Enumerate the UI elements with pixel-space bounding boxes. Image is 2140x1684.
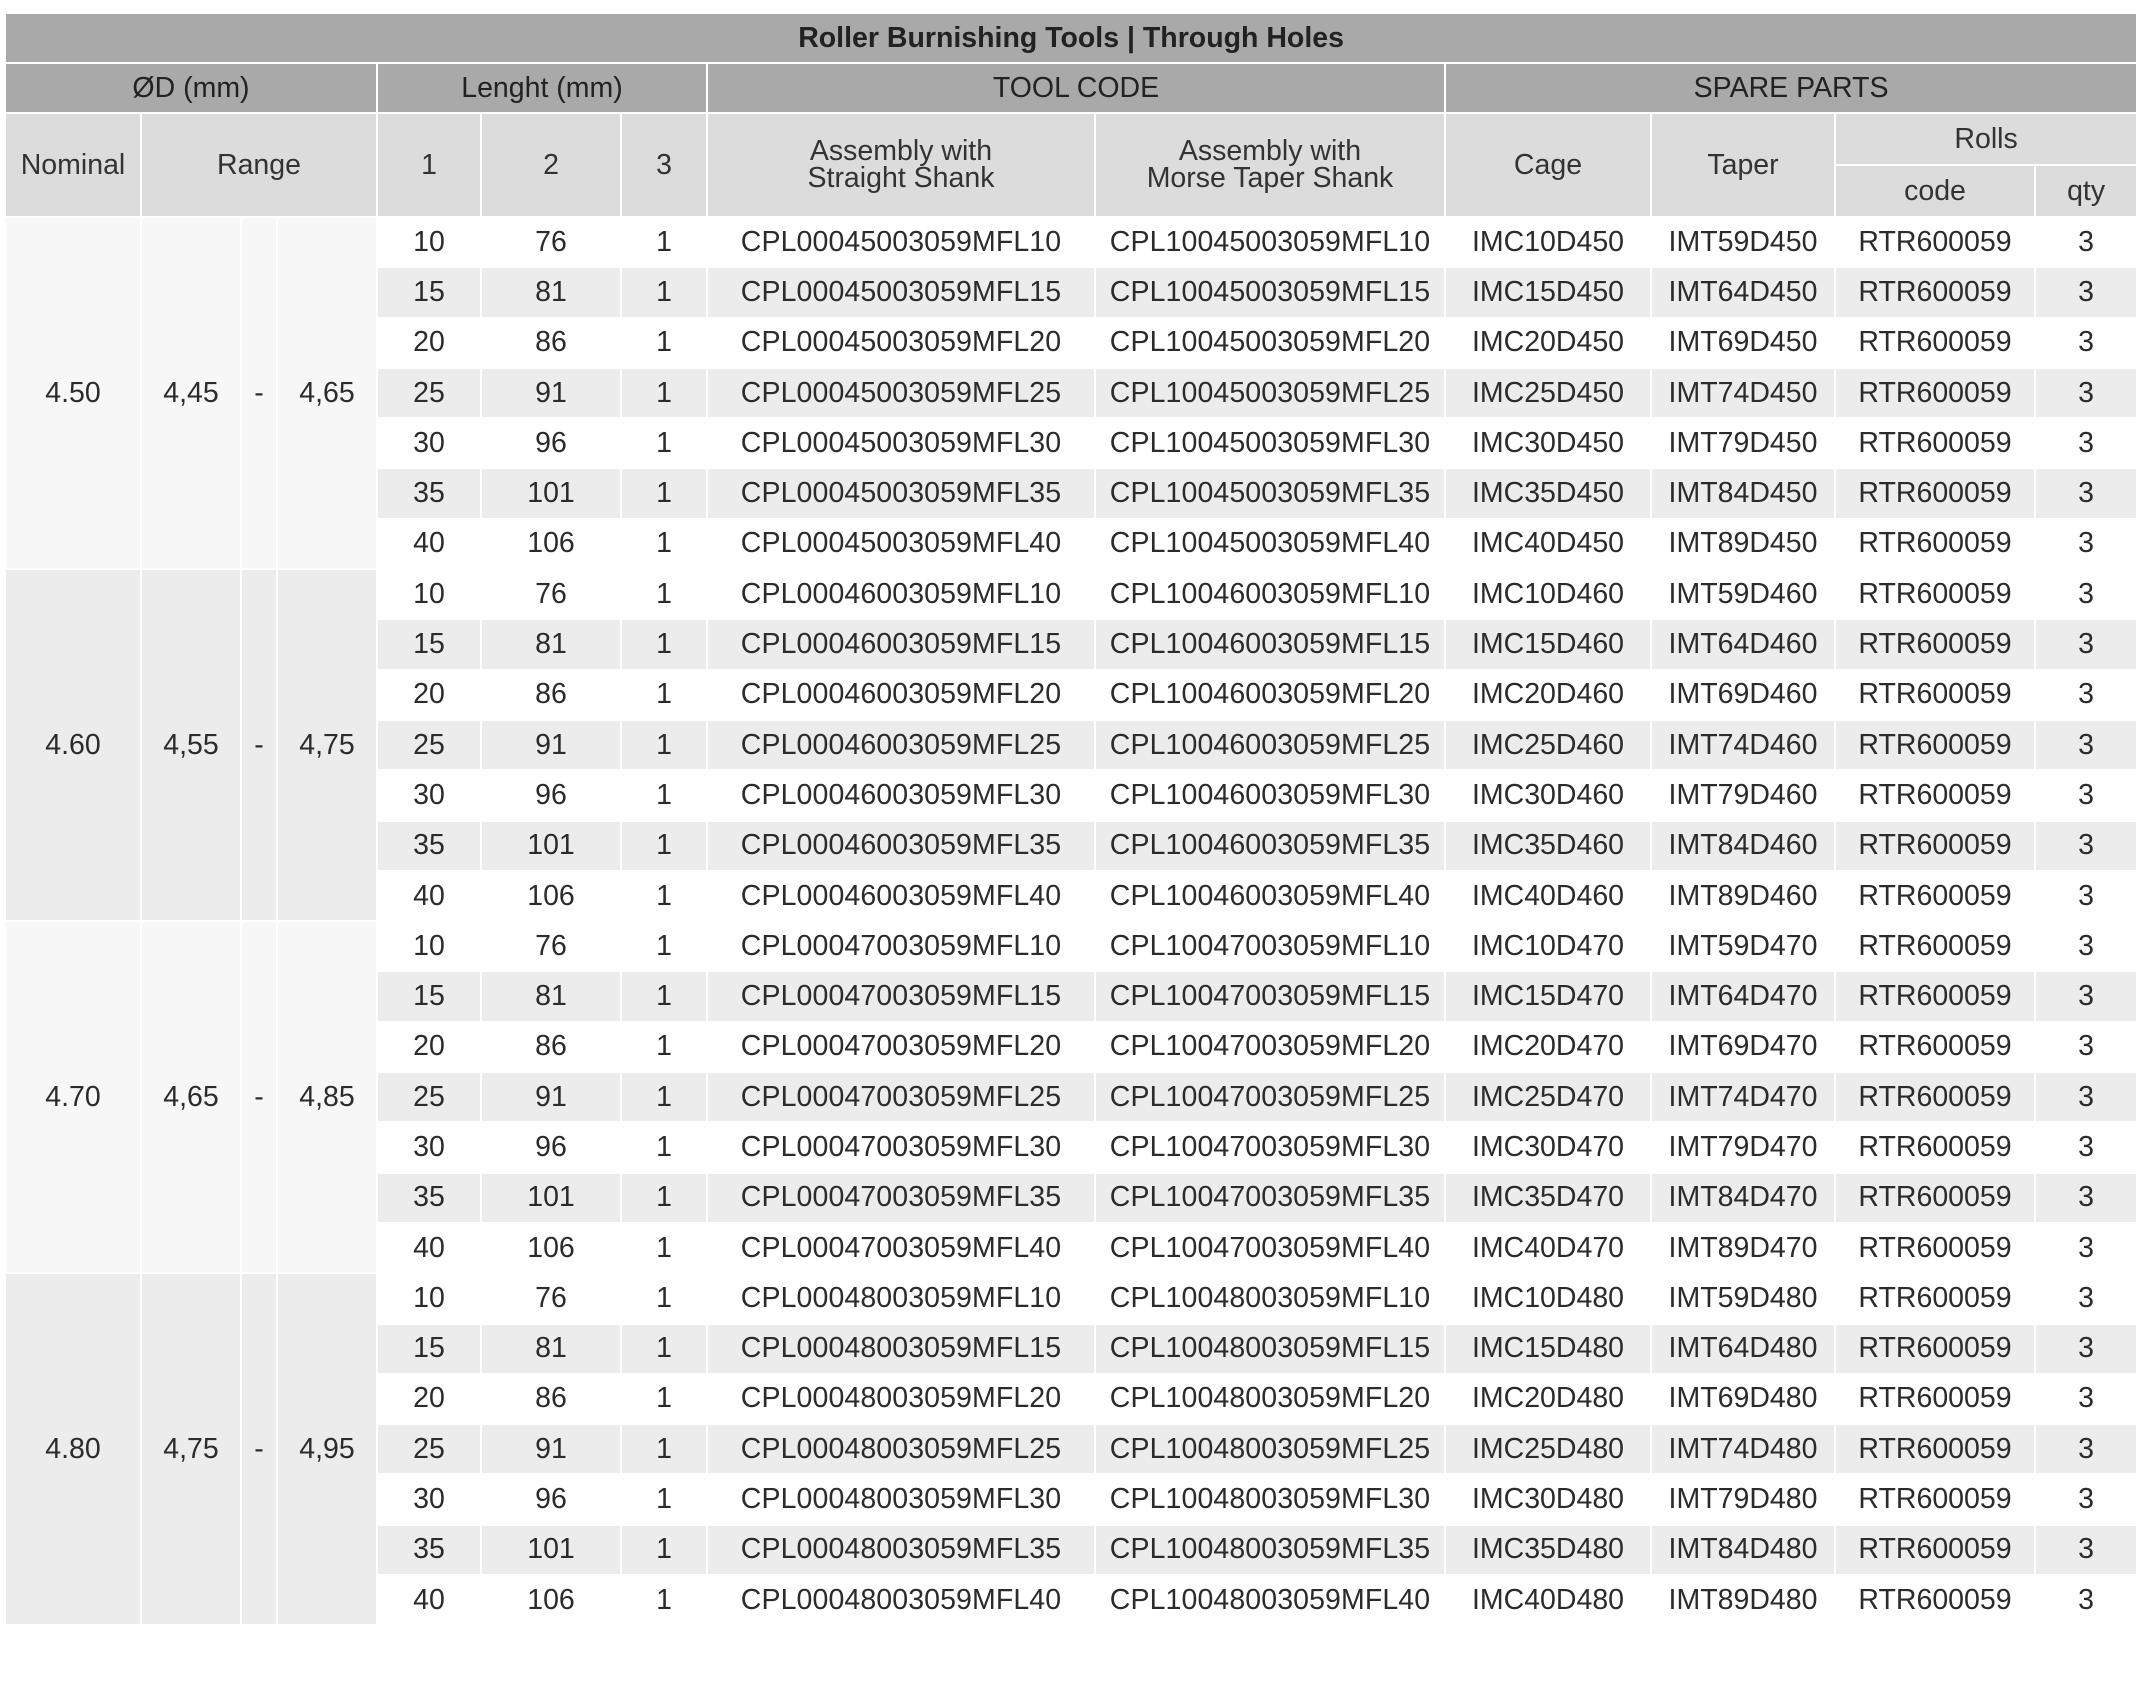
- taper-code-cell: IMT59D480: [1651, 1273, 1835, 1323]
- length-3-cell: 1: [621, 569, 707, 619]
- taper-code-cell: IMT74D470: [1651, 1072, 1835, 1122]
- cage-code-cell: IMC40D450: [1445, 519, 1651, 569]
- length-1-cell: 20: [377, 1374, 481, 1424]
- length-1-cell: 10: [377, 569, 481, 619]
- taper-code-cell: IMT79D460: [1651, 770, 1835, 820]
- rolls-qty-cell: 3: [2035, 1022, 2137, 1072]
- rolls-qty-cell: 3: [2035, 821, 2137, 871]
- rolls-code-cell: RTR600059: [1835, 921, 2035, 971]
- morse-taper-code-cell: CPL10047003059MFL35: [1095, 1173, 1445, 1223]
- length-2-cell: 91: [481, 1072, 621, 1122]
- length-3-cell: 1: [621, 267, 707, 317]
- morse-taper-code-cell: CPL10047003059MFL30: [1095, 1122, 1445, 1172]
- taper-code-cell: IMT84D450: [1651, 468, 1835, 518]
- straight-shank-code-cell: CPL00047003059MFL20: [707, 1022, 1095, 1072]
- morse-taper-code-cell: CPL10045003059MFL35: [1095, 468, 1445, 518]
- straight-shank-code-cell: CPL00046003059MFL10: [707, 569, 1095, 619]
- length-1-cell: 35: [377, 821, 481, 871]
- length-2-cell: 81: [481, 971, 621, 1021]
- rolls-qty-cell: 3: [2035, 1525, 2137, 1575]
- taper-code-cell: IMT69D480: [1651, 1374, 1835, 1424]
- cage-header: Cage: [1445, 113, 1651, 217]
- length-3-cell: 1: [621, 1173, 707, 1223]
- straight-shank-code-cell: CPL00047003059MFL30: [707, 1122, 1095, 1172]
- length-3-cell: 1: [621, 1525, 707, 1575]
- length-1-cell: 15: [377, 971, 481, 1021]
- rolls-header: Rolls: [1835, 113, 2137, 165]
- morse-taper-code-cell: CPL10047003059MFL10: [1095, 921, 1445, 971]
- length-3-cell: 1: [621, 1575, 707, 1625]
- range-max-cell: 4,65: [277, 217, 377, 569]
- rolls-code-cell: RTR600059: [1835, 1122, 2035, 1172]
- nominal-header: Nominal: [5, 113, 141, 217]
- length-1-cell: 35: [377, 468, 481, 518]
- length-3-cell: 1: [621, 1474, 707, 1524]
- morse-taper-code-cell: CPL10047003059MFL15: [1095, 971, 1445, 1021]
- product-table-container: [4, 12, 2136, 1626]
- table-row: [5, 217, 2137, 267]
- taper-code-cell: IMT69D470: [1651, 1022, 1835, 1072]
- rolls-code-cell: RTR600059: [1835, 1525, 2035, 1575]
- rolls-qty-cell: 3: [2035, 368, 2137, 418]
- table-body: [5, 217, 2137, 1625]
- cage-code-cell: IMC30D470: [1445, 1122, 1651, 1172]
- taper-code-cell: IMT59D470: [1651, 921, 1835, 971]
- taper-code-cell: IMT74D450: [1651, 368, 1835, 418]
- morse-taper-code-cell: CPL10046003059MFL10: [1095, 569, 1445, 619]
- length-1-cell: 40: [377, 519, 481, 569]
- cage-code-cell: IMC30D460: [1445, 770, 1651, 820]
- rolls-code-cell: RTR600059: [1835, 418, 2035, 468]
- morse-taper-header-line1: Assembly with: [1178, 135, 1362, 167]
- taper-code-cell: IMT79D480: [1651, 1474, 1835, 1524]
- length-3-cell: 1: [621, 1324, 707, 1374]
- length-3-cell: 1: [621, 1022, 707, 1072]
- straight-shank-code-cell: CPL00047003059MFL15: [707, 971, 1095, 1021]
- length-1-cell: 25: [377, 1424, 481, 1474]
- cage-code-cell: IMC10D450: [1445, 217, 1651, 267]
- length-1-cell: 10: [377, 217, 481, 267]
- length-2-cell: 81: [481, 267, 621, 317]
- rolls-qty-cell: 3: [2035, 468, 2137, 518]
- length-3-cell: 1: [621, 871, 707, 921]
- cage-code-cell: IMC40D460: [1445, 871, 1651, 921]
- rolls-code-cell: RTR600059: [1835, 1223, 2035, 1273]
- rolls-qty-cell: 3: [2035, 1173, 2137, 1223]
- taper-code-cell: IMT69D460: [1651, 670, 1835, 720]
- length-2-cell: 101: [481, 821, 621, 871]
- length-1-cell: 10: [377, 1273, 481, 1323]
- rolls-code-cell: RTR600059: [1835, 519, 2035, 569]
- length-2-header: 2: [481, 113, 621, 217]
- length-2-cell: 101: [481, 1173, 621, 1223]
- rolls-qty-header: qty: [2035, 165, 2137, 217]
- rolls-code-cell: RTR600059: [1835, 217, 2035, 267]
- nominal-cell: 4.80: [5, 1273, 141, 1625]
- straight-shank-code-cell: CPL00046003059MFL25: [707, 720, 1095, 770]
- length-1-cell: 10: [377, 921, 481, 971]
- straight-shank-code-cell: CPL00045003059MFL15: [707, 267, 1095, 317]
- morse-taper-code-cell: CPL10048003059MFL30: [1095, 1474, 1445, 1524]
- cage-code-cell: IMC10D470: [1445, 921, 1651, 971]
- rolls-qty-cell: 3: [2035, 971, 2137, 1021]
- length-1-cell: 30: [377, 1122, 481, 1172]
- cage-code-cell: IMC15D460: [1445, 619, 1651, 669]
- straight-shank-code-cell: CPL00046003059MFL40: [707, 871, 1095, 921]
- length-3-cell: 1: [621, 1223, 707, 1273]
- straight-shank-code-cell: CPL00046003059MFL15: [707, 619, 1095, 669]
- length-2-cell: 96: [481, 1122, 621, 1172]
- taper-code-cell: IMT59D460: [1651, 569, 1835, 619]
- straight-shank-code-cell: CPL00046003059MFL30: [707, 770, 1095, 820]
- straight-shank-code-cell: CPL00046003059MFL20: [707, 670, 1095, 720]
- straight-shank-code-cell: CPL00048003059MFL20: [707, 1374, 1095, 1424]
- length-1-cell: 25: [377, 1072, 481, 1122]
- length-1-cell: 30: [377, 418, 481, 468]
- rolls-code-cell: RTR600059: [1835, 569, 2035, 619]
- taper-code-cell: IMT64D450: [1651, 267, 1835, 317]
- rolls-code-cell: RTR600059: [1835, 871, 2035, 921]
- rolls-qty-cell: 3: [2035, 619, 2137, 669]
- morse-taper-code-cell: CPL10048003059MFL25: [1095, 1424, 1445, 1474]
- taper-code-cell: IMT69D450: [1651, 318, 1835, 368]
- rolls-qty-cell: 3: [2035, 720, 2137, 770]
- cage-code-cell: IMC25D470: [1445, 1072, 1651, 1122]
- range-min-cell: 4,55: [141, 569, 241, 921]
- nominal-cell: 4.60: [5, 569, 141, 921]
- taper-code-cell: IMT64D480: [1651, 1324, 1835, 1374]
- rolls-code-cell: RTR600059: [1835, 1022, 2035, 1072]
- straight-shank-code-cell: CPL00048003059MFL30: [707, 1474, 1095, 1524]
- rolls-qty-cell: 3: [2035, 1273, 2137, 1323]
- morse-taper-code-cell: CPL10046003059MFL15: [1095, 619, 1445, 669]
- rolls-code-cell: RTR600059: [1835, 720, 2035, 770]
- rolls-qty-cell: 3: [2035, 1474, 2137, 1524]
- rolls-code-cell: RTR600059: [1835, 971, 2035, 1021]
- taper-code-cell: IMT59D450: [1651, 217, 1835, 267]
- cage-code-cell: IMC40D480: [1445, 1575, 1651, 1625]
- length-2-cell: 106: [481, 519, 621, 569]
- taper-code-cell: IMT89D470: [1651, 1223, 1835, 1273]
- morse-taper-code-cell: CPL10045003059MFL25: [1095, 368, 1445, 418]
- range-max-cell: 4,95: [277, 1273, 377, 1625]
- rolls-qty-cell: 3: [2035, 1374, 2137, 1424]
- rolls-code-cell: RTR600059: [1835, 770, 2035, 820]
- length-1-cell: 15: [377, 1324, 481, 1374]
- length-3-cell: 1: [621, 720, 707, 770]
- taper-code-cell: IMT84D470: [1651, 1173, 1835, 1223]
- morse-taper-header: [1095, 113, 1445, 217]
- taper-code-cell: IMT74D460: [1651, 720, 1835, 770]
- straight-shank-code-cell: CPL00048003059MFL35: [707, 1525, 1095, 1575]
- rolls-code-cell: RTR600059: [1835, 1374, 2035, 1424]
- length-2-cell: 96: [481, 770, 621, 820]
- cage-code-cell: IMC10D480: [1445, 1273, 1651, 1323]
- cage-code-cell: IMC10D460: [1445, 569, 1651, 619]
- morse-taper-code-cell: CPL10048003059MFL35: [1095, 1525, 1445, 1575]
- length-3-cell: 1: [621, 519, 707, 569]
- length-3-cell: 1: [621, 921, 707, 971]
- morse-taper-code-cell: CPL10045003059MFL20: [1095, 318, 1445, 368]
- morse-taper-code-cell: CPL10048003059MFL20: [1095, 1374, 1445, 1424]
- length-1-cell: 40: [377, 1575, 481, 1625]
- length-1-cell: 30: [377, 1474, 481, 1524]
- length-3-cell: 1: [621, 217, 707, 267]
- spare-parts-group-header: SPARE PARTS: [1445, 63, 2137, 113]
- length-3-cell: 1: [621, 770, 707, 820]
- nominal-cell: 4.50: [5, 217, 141, 569]
- straight-shank-header-line1: Assembly with: [809, 135, 993, 167]
- length-2-cell: 76: [481, 921, 621, 971]
- straight-shank-code-cell: CPL00047003059MFL35: [707, 1173, 1095, 1223]
- length-1-cell: 25: [377, 368, 481, 418]
- length-2-cell: 76: [481, 1273, 621, 1323]
- straight-shank-code-cell: CPL00045003059MFL30: [707, 418, 1095, 468]
- morse-taper-code-cell: CPL10047003059MFL25: [1095, 1072, 1445, 1122]
- cage-code-cell: IMC30D480: [1445, 1474, 1651, 1524]
- table-row: [5, 921, 2137, 971]
- morse-taper-code-cell: CPL10045003059MFL40: [1095, 519, 1445, 569]
- rolls-code-cell: RTR600059: [1835, 1072, 2035, 1122]
- straight-shank-code-cell: CPL00045003059MFL20: [707, 318, 1095, 368]
- length-2-cell: 91: [481, 368, 621, 418]
- straight-shank-header: [707, 113, 1095, 217]
- straight-shank-code-cell: CPL00048003059MFL25: [707, 1424, 1095, 1474]
- length-1-cell: 15: [377, 267, 481, 317]
- cage-code-cell: IMC25D460: [1445, 720, 1651, 770]
- length-3-cell: 1: [621, 468, 707, 518]
- straight-shank-code-cell: CPL00045003059MFL10: [707, 217, 1095, 267]
- rolls-code-cell: RTR600059: [1835, 368, 2035, 418]
- taper-header: Taper: [1651, 113, 1835, 217]
- rolls-code-cell: RTR600059: [1835, 468, 2035, 518]
- length-3-cell: 1: [621, 418, 707, 468]
- length-1-cell: 20: [377, 670, 481, 720]
- taper-code-cell: IMT79D450: [1651, 418, 1835, 468]
- range-max-cell: 4,75: [277, 569, 377, 921]
- roller-burnishing-table: [4, 12, 2138, 1626]
- morse-taper-code-cell: CPL10046003059MFL25: [1095, 720, 1445, 770]
- morse-taper-code-cell: CPL10047003059MFL20: [1095, 1022, 1445, 1072]
- length-2-cell: 106: [481, 871, 621, 921]
- cage-code-cell: IMC15D470: [1445, 971, 1651, 1021]
- morse-taper-code-cell: CPL10045003059MFL30: [1095, 418, 1445, 468]
- rolls-code-cell: RTR600059: [1835, 318, 2035, 368]
- taper-code-cell: IMT89D450: [1651, 519, 1835, 569]
- range-min-cell: 4,45: [141, 217, 241, 569]
- table-row: [5, 569, 2137, 619]
- taper-code-cell: IMT64D470: [1651, 971, 1835, 1021]
- rolls-qty-cell: 3: [2035, 569, 2137, 619]
- length-3-cell: 1: [621, 971, 707, 1021]
- straight-shank-code-cell: CPL00046003059MFL35: [707, 821, 1095, 871]
- cage-code-cell: IMC15D480: [1445, 1324, 1651, 1374]
- length-2-cell: 86: [481, 1374, 621, 1424]
- taper-code-cell: IMT84D460: [1651, 821, 1835, 871]
- length-1-cell: 25: [377, 720, 481, 770]
- length-1-cell: 35: [377, 1525, 481, 1575]
- length-1-cell: 30: [377, 770, 481, 820]
- rolls-code-cell: RTR600059: [1835, 1575, 2035, 1625]
- tool-code-group-header: TOOL CODE: [707, 63, 1445, 113]
- rolls-qty-cell: 3: [2035, 1072, 2137, 1122]
- rolls-code-cell: RTR600059: [1835, 821, 2035, 871]
- straight-shank-code-cell: CPL00047003059MFL25: [707, 1072, 1095, 1122]
- length-2-cell: 76: [481, 569, 621, 619]
- morse-taper-code-cell: CPL10046003059MFL20: [1095, 670, 1445, 720]
- taper-code-cell: IMT89D480: [1651, 1575, 1835, 1625]
- length-2-cell: 106: [481, 1223, 621, 1273]
- rolls-qty-cell: 3: [2035, 1575, 2137, 1625]
- length-2-cell: 91: [481, 1424, 621, 1474]
- range-min-cell: 4,75: [141, 1273, 241, 1625]
- rolls-code-cell: RTR600059: [1835, 670, 2035, 720]
- cage-code-cell: IMC35D460: [1445, 821, 1651, 871]
- straight-shank-header-line2: Straight Shank: [807, 162, 995, 194]
- rolls-qty-cell: 3: [2035, 267, 2137, 317]
- cage-code-cell: IMC20D470: [1445, 1022, 1651, 1072]
- length-3-header: 3: [621, 113, 707, 217]
- length-1-cell: 20: [377, 1022, 481, 1072]
- straight-shank-code-cell: CPL00047003059MFL10: [707, 921, 1095, 971]
- straight-shank-code-cell: CPL00048003059MFL15: [707, 1324, 1095, 1374]
- length-3-cell: 1: [621, 318, 707, 368]
- length-2-cell: 106: [481, 1575, 621, 1625]
- length-2-cell: 81: [481, 619, 621, 669]
- length-2-cell: 86: [481, 318, 621, 368]
- length-2-cell: 91: [481, 720, 621, 770]
- length-1-cell: 35: [377, 1173, 481, 1223]
- length-1-cell: 20: [377, 318, 481, 368]
- cage-code-cell: IMC15D450: [1445, 267, 1651, 317]
- range-dash-cell: -: [241, 1273, 277, 1625]
- morse-taper-code-cell: CPL10045003059MFL15: [1095, 267, 1445, 317]
- cage-code-cell: IMC40D470: [1445, 1223, 1651, 1273]
- straight-shank-code-cell: CPL00048003059MFL40: [707, 1575, 1095, 1625]
- taper-code-cell: IMT89D460: [1651, 871, 1835, 921]
- straight-shank-code-cell: CPL00047003059MFL40: [707, 1223, 1095, 1273]
- range-min-cell: 4,65: [141, 921, 241, 1273]
- range-dash-cell: -: [241, 569, 277, 921]
- length-3-cell: 1: [621, 821, 707, 871]
- taper-code-cell: IMT79D470: [1651, 1122, 1835, 1172]
- length-1-cell: 40: [377, 871, 481, 921]
- taper-code-cell: IMT84D480: [1651, 1525, 1835, 1575]
- length-3-cell: 1: [621, 1072, 707, 1122]
- cage-code-cell: IMC35D450: [1445, 468, 1651, 518]
- straight-shank-code-cell: CPL00045003059MFL40: [707, 519, 1095, 569]
- morse-taper-code-cell: CPL10048003059MFL15: [1095, 1324, 1445, 1374]
- table-title: Roller Burnishing Tools | Through Holes: [5, 13, 2137, 63]
- range-dash-cell: -: [241, 217, 277, 569]
- taper-code-cell: IMT74D480: [1651, 1424, 1835, 1474]
- rolls-qty-cell: 3: [2035, 1424, 2137, 1474]
- cage-code-cell: IMC20D460: [1445, 670, 1651, 720]
- straight-shank-code-cell: CPL00045003059MFL35: [707, 468, 1095, 518]
- morse-taper-code-cell: CPL10046003059MFL30: [1095, 770, 1445, 820]
- cage-code-cell: IMC25D450: [1445, 368, 1651, 418]
- nominal-cell: 4.70: [5, 921, 141, 1273]
- rolls-code-cell: RTR600059: [1835, 619, 2035, 669]
- rolls-qty-cell: 3: [2035, 770, 2137, 820]
- length-2-cell: 86: [481, 670, 621, 720]
- straight-shank-code-cell: CPL00048003059MFL10: [707, 1273, 1095, 1323]
- length-3-cell: 1: [621, 619, 707, 669]
- morse-taper-code-cell: CPL10045003059MFL10: [1095, 217, 1445, 267]
- diameter-group-header: ØD (mm): [5, 63, 377, 113]
- rolls-qty-cell: 3: [2035, 318, 2137, 368]
- rolls-qty-cell: 3: [2035, 1324, 2137, 1374]
- rolls-code-cell: RTR600059: [1835, 1324, 2035, 1374]
- length-2-cell: 96: [481, 1474, 621, 1524]
- cage-code-cell: IMC20D480: [1445, 1374, 1651, 1424]
- length-2-cell: 101: [481, 468, 621, 518]
- cage-code-cell: IMC20D450: [1445, 318, 1651, 368]
- length-group-header: Lenght (mm): [377, 63, 707, 113]
- rolls-qty-cell: 3: [2035, 1223, 2137, 1273]
- rolls-qty-cell: 3: [2035, 519, 2137, 569]
- rolls-qty-cell: 3: [2035, 921, 2137, 971]
- length-1-header: 1: [377, 113, 481, 217]
- length-2-cell: 96: [481, 418, 621, 468]
- length-2-cell: 81: [481, 1324, 621, 1374]
- length-3-cell: 1: [621, 368, 707, 418]
- range-max-cell: 4,85: [277, 921, 377, 1273]
- length-3-cell: 1: [621, 1424, 707, 1474]
- rolls-qty-cell: 3: [2035, 670, 2137, 720]
- morse-taper-code-cell: CPL10046003059MFL40: [1095, 871, 1445, 921]
- rolls-code-cell: RTR600059: [1835, 1474, 2035, 1524]
- length-2-cell: 101: [481, 1525, 621, 1575]
- cage-code-cell: IMC30D450: [1445, 418, 1651, 468]
- rolls-code-cell: RTR600059: [1835, 267, 2035, 317]
- rolls-code-cell: RTR600059: [1835, 1424, 2035, 1474]
- range-dash-cell: -: [241, 921, 277, 1273]
- rolls-code-header: code: [1835, 165, 2035, 217]
- length-3-cell: 1: [621, 1374, 707, 1424]
- morse-taper-header-line2: Morse Taper Shank: [1146, 162, 1394, 194]
- rolls-qty-cell: 3: [2035, 1122, 2137, 1172]
- rolls-code-cell: RTR600059: [1835, 1173, 2035, 1223]
- morse-taper-code-cell: CPL10048003059MFL10: [1095, 1273, 1445, 1323]
- range-header: Range: [141, 113, 377, 217]
- length-3-cell: 1: [621, 1122, 707, 1172]
- morse-taper-code-cell: CPL10047003059MFL40: [1095, 1223, 1445, 1273]
- length-3-cell: 1: [621, 1273, 707, 1323]
- morse-taper-code-cell: CPL10046003059MFL35: [1095, 821, 1445, 871]
- rolls-code-cell: RTR600059: [1835, 1273, 2035, 1323]
- rolls-qty-cell: 3: [2035, 418, 2137, 468]
- length-2-cell: 86: [481, 1022, 621, 1072]
- cage-code-cell: IMC25D480: [1445, 1424, 1651, 1474]
- length-1-cell: 40: [377, 1223, 481, 1273]
- straight-shank-code-cell: CPL00045003059MFL25: [707, 368, 1095, 418]
- length-2-cell: 76: [481, 217, 621, 267]
- rolls-qty-cell: 3: [2035, 871, 2137, 921]
- length-3-cell: 1: [621, 670, 707, 720]
- table-row: [5, 1273, 2137, 1323]
- morse-taper-code-cell: CPL10048003059MFL40: [1095, 1575, 1445, 1625]
- taper-code-cell: IMT64D460: [1651, 619, 1835, 669]
- rolls-qty-cell: 3: [2035, 217, 2137, 267]
- cage-code-cell: IMC35D470: [1445, 1173, 1651, 1223]
- length-1-cell: 15: [377, 619, 481, 669]
- cage-code-cell: IMC35D480: [1445, 1525, 1651, 1575]
